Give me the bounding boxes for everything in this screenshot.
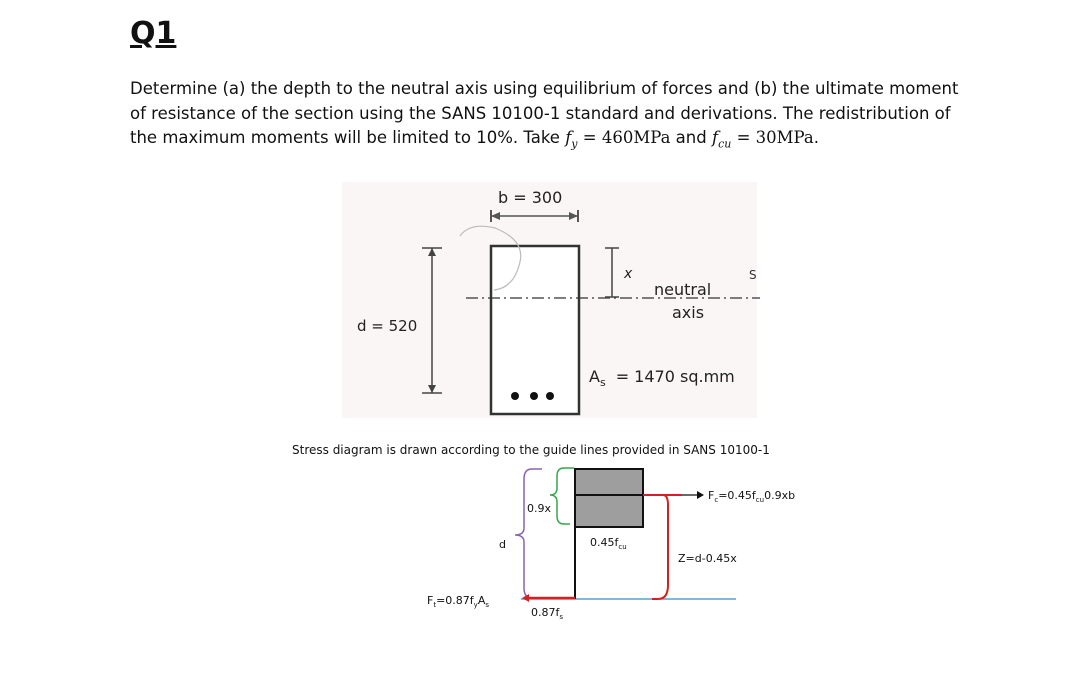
rebar <box>546 392 554 400</box>
steel-force-label: $F_t=0.87f_yA_s$ <box>427 594 490 609</box>
question-title: Q1 <box>130 16 177 51</box>
steel-area-label: $A_s = 1470$ sq.mm <box>589 367 735 389</box>
d-label: d <box>499 538 506 551</box>
problem-line-3-text: the maximum moments will be limited to 10%. Take <box>130 128 566 147</box>
lever-arm-bracket <box>652 495 668 599</box>
stress-block <box>575 469 643 527</box>
x-label: x <box>624 266 633 282</box>
steel-stress-label: $0.87f_s$ <box>531 606 564 621</box>
problem-line-2: of resistance of the section using the SANS 10100-1 standard and derivations. The redistribution of <box>130 103 951 123</box>
fcu-symbol: $f_{cu}$ <box>711 128 732 151</box>
lever-arm-label: Z=d-0.45x <box>678 552 737 565</box>
block-depth-brace <box>550 468 574 524</box>
fy-symbol: $f_y$ <box>565 128 578 151</box>
concrete-stress-label: $0.45f_{cu}$ <box>590 536 627 551</box>
end-punct: . <box>813 128 819 147</box>
rebar <box>530 392 538 400</box>
d-brace <box>515 469 542 598</box>
neutral-label: neutral <box>654 280 712 299</box>
and-word: and <box>670 128 712 147</box>
block-depth-label: 0.9x <box>527 502 552 515</box>
edge-mark: S <box>749 268 757 282</box>
width-label: b = 300 <box>498 188 563 207</box>
beam-section <box>491 246 579 414</box>
fcu-value: = 30MPa <box>731 128 814 147</box>
fy-value: = 460MPa <box>577 128 671 147</box>
axis-label: axis <box>672 303 705 322</box>
concrete-force-label: $F_c=0.45f_{cu}0.9xb$ <box>708 489 796 504</box>
depth-label: d = 520 <box>357 317 418 335</box>
rebar <box>511 392 519 400</box>
problem-line-1: Determine (a) the depth to the neutral axis using equilibrium of forces and (b) the ultimate moment <box>130 79 959 98</box>
stress-caption: Stress diagram is drawn according to the guide lines provided in SANS 10100-1 <box>292 443 770 457</box>
